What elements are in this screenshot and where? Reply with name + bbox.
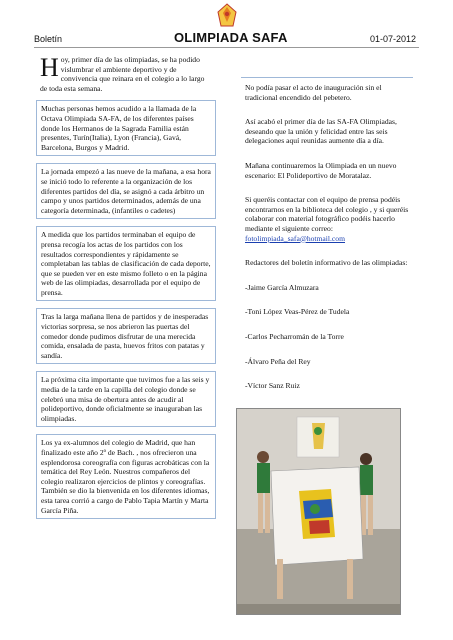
paragraph-end-day: Así acabó el primer día de las SA-FA Olimpiadas, deseando que la unión y felicidad entre las seis delegaciones aquí reunidas aumente día a día. xyxy=(245,117,397,146)
editors-list xyxy=(241,280,413,394)
drop-cap: H xyxy=(40,53,59,82)
paragraph-press-team: A medida que los partidos terminaban el equipo de prensa recogía los actas de los partidos con los resultados correspondientes y rápidamente se completaban las tablas de clasificación de cada deporte, que se pueden ver en este mismo folleto o en la página web de las olimpiadas, desarrollada por el equipo de prensa. xyxy=(36,226,216,301)
paragraph-tomorrow: Mañana continuaremos la Olimpiada en un nuevo escenario: El Polideportivo de Moratalaz. xyxy=(245,160,397,180)
editor-name: -Víctor Sanz Ruiz xyxy=(245,381,300,391)
paragraph-morning: La jornada empezó a las nueve de la mañana, a esa hora se inició todo lo referente a la organización de los diferentes partidos del día, se asignó a cada árbitro un campo y unos partidos determinados, además de una categoría determinada, (infantiles o cadetes) xyxy=(36,163,216,219)
newsletter-label: Boletín xyxy=(34,34,63,44)
contact-email-link[interactable]: fotolimpiada_safa@hotmail.com xyxy=(245,233,345,243)
intro-paragraph xyxy=(36,55,216,93)
right-column xyxy=(241,77,413,403)
paragraph-torch: No podía pasar el acto de inauguración sin el tradicional encendido del pebetero. xyxy=(241,77,413,105)
paragraph-mass: La próxima cita importante que tuvimos fue a las seis y media de la tarde en la capilla del colegio donde se celebró una misa de obertura antes de acudir al polideportivo, donde oficialmente se inauguraban las olimpiadas. xyxy=(36,371,216,427)
left-column xyxy=(36,55,216,526)
school-logo-icon xyxy=(212,2,242,28)
issue-date: 01-07-2012 xyxy=(369,34,416,44)
editors-heading: Redactores del boletín informativo de las olimpiadas: xyxy=(245,258,408,268)
editor-name: -Jaime García Almuzara xyxy=(245,282,319,292)
editor-name: -Toni López Veas-Pérez de Tudela xyxy=(245,307,350,317)
contact-text: Si queréis contactar con el equipo de prensa podéis encontrarnos en la biblioteca del colegio , y si queréis colaborar con material fotográfico podéis hacerlo mediante el siguiente correo: xyxy=(245,195,409,233)
header-divider xyxy=(34,47,419,48)
paragraph-countries: Muchas personas hemos acudido a la llamada de la Octava Olimpiada SA-FA, de los diferentes países donde los Hermanos de la Sagrada Familia están presentes, Turín(Italia), Lyon (Francia), Gavá, Barcelona, Burgos y Madrid. xyxy=(36,100,216,156)
editor-name: -Álvaro Peña del Rey xyxy=(245,356,311,366)
paragraph-lunch: Tras la larga mañana llena de partidos y de inesperadas victorias sorpresa, se nos abrieron las puertas del comedor donde pudimos disfrutar de una merecida comida, ensalada de pasta, huevos fritos con patatas y sandía. xyxy=(36,308,216,364)
flag-bearers-photo xyxy=(236,408,401,615)
photo-illustration-icon xyxy=(237,409,400,614)
intro-text: oy, primer día de las olimpiadas, se ha podido vislumbrar el ambiente deportivo y de convivencia que reinara en el colegio a lo largo de toda esta semana. xyxy=(40,55,205,93)
editor-name: -Carlos Pecharromán de la Torre xyxy=(245,331,344,341)
page-title: OLIMPIADA SAFA xyxy=(174,30,288,45)
paragraph-contact xyxy=(241,192,413,246)
paragraph-choreography: Los ya ex-alumnos del colegio de Madrid, que han finalizado este año 2º de Bach. , nos ofrecieron una esplendorosa coreografía con figuras acrobáticas con la temática del Rey León. Nuestros compañeros del colegio realizaron ejercicios de plintos y coreografías. También se dio la bienvenida en los diferentes idiomas, esta tarea corrió a cargo de Pablo Tapia Martín y Marta García Piña. xyxy=(36,434,216,519)
